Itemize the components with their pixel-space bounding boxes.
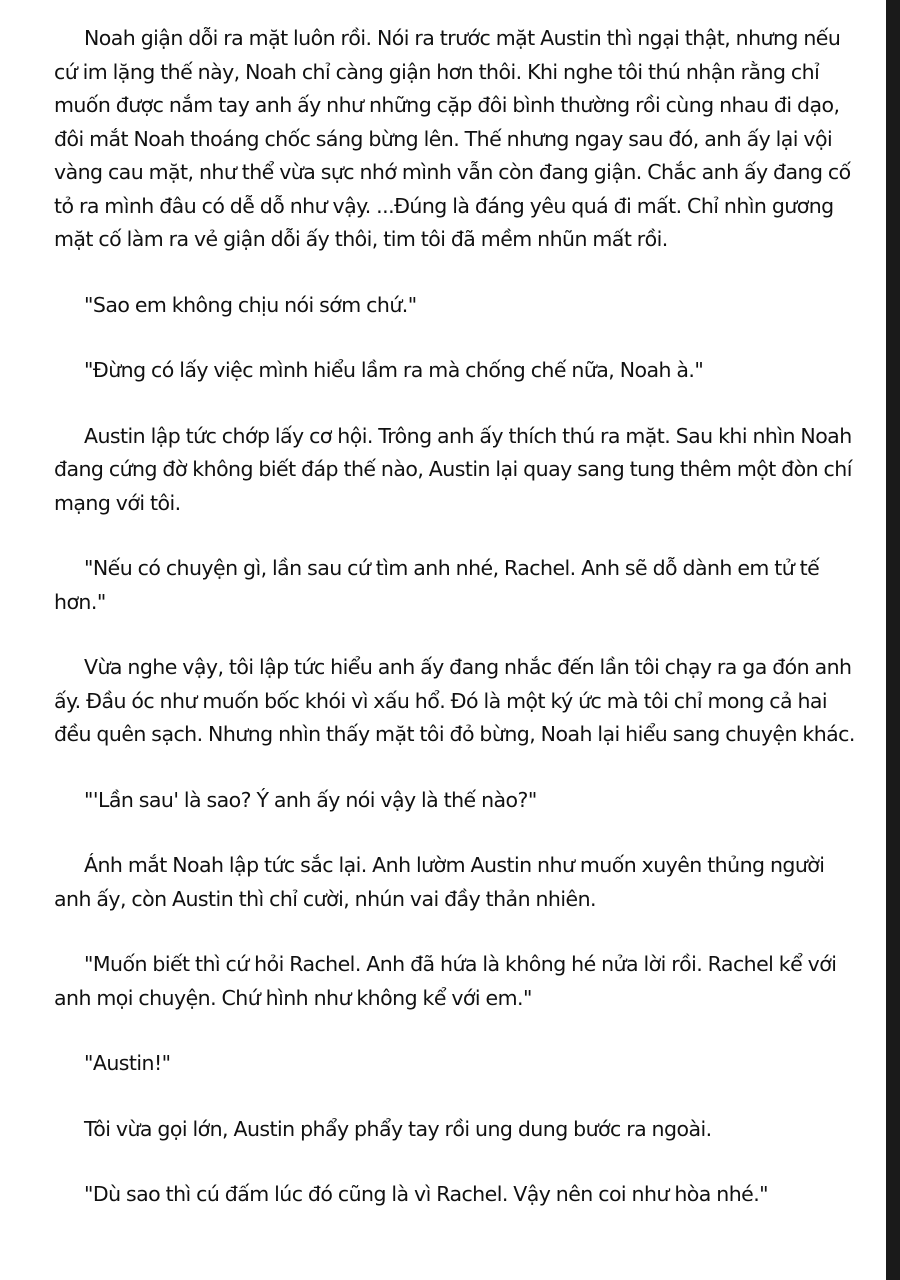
paragraph-austin-leaves: Tôi vừa gọi lớn, Austin phẩy phẩy tay rồi ung dung bước ra ngoài. [84,1116,712,1141]
dialogue-austin-1: "Nếu có chuyện gì, lần sau cứ tìm anh nhé, Rachel. Anh sẽ dỗ dành em tử tế hơn." [54,556,820,614]
paragraph-austin-seizes-chance: Austin lập tức chớp lấy cơ hội. Trông anh ấy thích thú ra mặt. Sau khi nhìn Noah đang cứng đờ không biết đáp thế nào, Austin lại quay sang tung thêm một đòn chí mạng với tôi. [54,423,852,515]
paragraph-noah-glare: Ánh mắt Noah lập tức sắc lại. Anh lườm Austin như muốn xuyên thủng người anh ấy, còn Austin thì chỉ cười, nhún vai đầy thản nhiên. [54,853,825,911]
dialogue-austin-2: "Muốn biết thì cứ hỏi Rachel. Anh đã hứa là không hé nửa lời rồi. Rachel kể với anh mọi chuyện. Chứ hình như không kể với em." [54,952,837,1010]
dialogue-noah-2: "'Lần sau' là sao? Ý anh ấy nói vậy là thế nào?" [84,787,537,812]
page-edge-bar [886,0,900,1280]
dialogue-rachel-2: "Austin!" [84,1051,171,1075]
dialogue-rachel-1: "Đừng có lấy việc mình hiểu lầm ra mà chống chế nữa, Noah à." [84,358,704,382]
paragraph-station-memory: Vừa nghe vậy, tôi lập tức hiểu anh ấy đang nhắc đến lần tôi chạy ra ga đón anh ấy. Đầu óc như muốn bốc khói vì xấu hổ. Đó là một ký ức mà tôi chỉ mong cả hai đều quên sạch. Nhưng nhìn thấy mặt tôi đỏ bừng, Noah lại hiểu sang chuyện khác. [54,655,855,746]
paragraph-1: Noah giận dỗi ra mặt luôn rồi. Nói ra trước mặt Austin thì ngại thật, nhưng nếu cứ im lặng thế này, Noah chỉ càng giận hơn thôi. Khi nghe tôi thú nhận rằng chỉ muốn được nắm tay anh ấy như những cặp đôi bình thường rồi cùng nhau đi dạo, đôi mắt Noah thoáng chốc sáng bừng lên. Thế nhưng ngay sau đó, anh ấy lại vội vàng cau mặt, như thể vừa sực nhớ mình vẫn còn đang giận. Chắc anh ấy đang cố tỏ ra mình đâu có dễ dỗ như vậy. ...Đúng là đáng yêu quá đi mất. Chỉ nhìn gương mặt cố làm ra vẻ giận dỗi ấy thôi, tim tôi đã mềm nhũn mất rồi. [54,26,851,251]
dialogue-austin-3: "Dù sao thì cú đấm lúc đó cũng là vì Rachel. Vậy nên coi như hòa nhé." [84,1182,769,1206]
dialogue-noah-1: "Sao em không chịu nói sớm chứ." [84,292,417,317]
